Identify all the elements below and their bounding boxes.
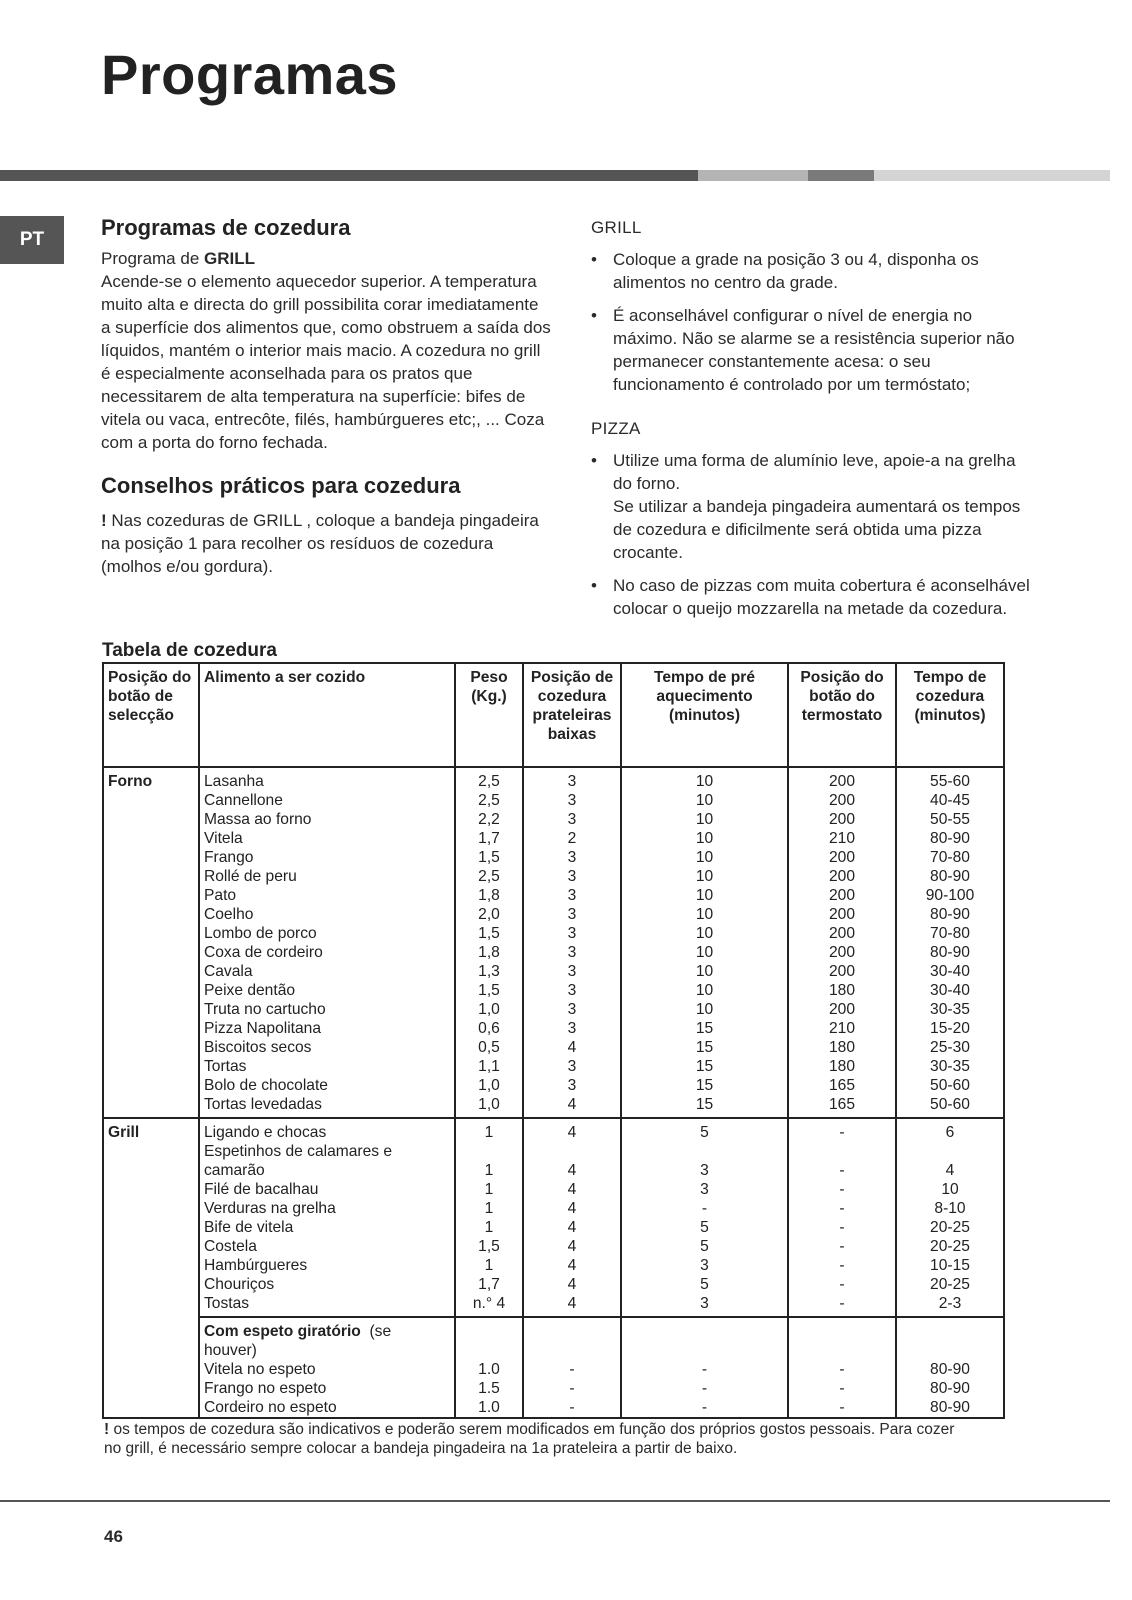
table-cell-time: 80-90: [930, 1361, 970, 1378]
table-cell-preheat: 5: [700, 1124, 709, 1141]
table-cell-shelf: 3: [567, 963, 577, 980]
table-cell-time: 20-25: [930, 1238, 970, 1255]
table-cell-weight: 2,2: [478, 811, 500, 828]
grill-program-bold: GRILL: [204, 249, 255, 268]
table-cell-shelf: 3: [567, 868, 577, 885]
table-cell-preheat: 10: [695, 811, 714, 828]
table-cell-time: 40-45: [930, 792, 970, 809]
table-cell-shelf: 4: [567, 1295, 577, 1312]
table-cell-preheat: 10: [695, 963, 714, 980]
header-bar-light: [874, 170, 1110, 181]
table-cell-thermo: 200: [828, 792, 856, 809]
practical-tip: [101, 509, 551, 578]
table-cell-time: 80-90: [930, 1399, 970, 1416]
table-cell-food: Costela: [204, 1238, 257, 1255]
table-cell-shelf: 3: [567, 944, 577, 961]
grill-bullet-2: [591, 304, 1036, 396]
grill-section-label: GRILL: [591, 218, 642, 237]
table-cell-time: [901, 1341, 999, 1360]
table-cell-preheat: 15: [695, 1058, 714, 1075]
table-cell-shelf: 3: [567, 1020, 577, 1037]
table-cell-weight: 1,8: [478, 887, 500, 904]
table-cell-shelf: 3: [567, 982, 577, 999]
table-cell-preheat: 15: [695, 1077, 714, 1094]
table-cell-food: Bife de vitela: [204, 1219, 294, 1236]
table-cell-weight: 1,0: [478, 1077, 500, 1094]
table-cell-time: 80-90: [930, 830, 970, 847]
table-cell-shelf: 2: [567, 830, 577, 847]
table-cell-preheat: 15: [695, 1096, 714, 1113]
table-cell-food: Bolo de chocolate: [204, 1077, 328, 1094]
forno-preheat-list: [621, 767, 788, 1118]
table-cell-preheat: 15: [695, 1039, 714, 1056]
table-cell-time: 90-100: [925, 887, 975, 904]
table-cell-food: Rollé de peru: [204, 868, 297, 885]
table-cell-weight: 1,5: [478, 849, 500, 866]
left-column: [101, 216, 551, 578]
page-title: Programas: [101, 43, 399, 106]
header-bar-mid: [698, 170, 808, 181]
table-cell-thermo: 200: [828, 906, 856, 923]
pizza-bullet-1b-text: Se utilizar a bandeja pingadeira aumentará os tempos de cozedura e dificilmente será obtida uma pizza crocante.: [613, 497, 1021, 562]
table-cell-thermo: -: [839, 1238, 845, 1255]
table-cell-thermo: 180: [828, 982, 856, 999]
table-cell-time: 50-55: [930, 811, 970, 828]
table-cell-preheat: 15: [695, 1020, 714, 1037]
table-cell-food: Filé de bacalhau: [204, 1181, 319, 1198]
table-cell-food: Truta no cartucho: [204, 1001, 326, 1018]
table-cell-weight: 2,5: [478, 868, 500, 885]
forno-food-list: [199, 767, 455, 1118]
grill-weight-list: [455, 1118, 523, 1317]
table-cell-weight: 1,0: [478, 1096, 500, 1113]
table-cell-preheat: 10: [695, 849, 714, 866]
table-cell-weight: 1.0: [478, 1361, 500, 1378]
table-cell-shelf: 4: [567, 1238, 577, 1255]
table-cell-preheat: 10: [695, 887, 714, 904]
table-cell-time: [901, 1142, 999, 1161]
pizza-bullet-2: [591, 574, 1036, 620]
table-cell-time: 10-15: [930, 1257, 970, 1274]
table-row-spit: [103, 1317, 1004, 1418]
header-food: Alimento a ser cozido: [199, 663, 455, 767]
spit-subheading-bold: Com espeto giratório: [204, 1323, 361, 1340]
table-cell-food: Tortas levedadas: [204, 1096, 322, 1113]
table-cell-shelf: 3: [567, 925, 577, 942]
table-cell-food: Tostas: [204, 1295, 250, 1312]
header-bar-dark-2: [808, 170, 874, 181]
forno-thermo-list: [788, 767, 896, 1118]
header-thermostat: Posição do botão do termostato: [788, 663, 896, 767]
table-cell-thermo: -: [839, 1200, 845, 1217]
right-column: [591, 216, 1036, 620]
table-cell-thermo: [793, 1341, 891, 1360]
table-cell-weight: 1: [484, 1181, 494, 1198]
pizza-section-label: PIZZA: [591, 419, 641, 438]
table-row-forno: [103, 767, 1004, 1118]
table-cell-time: 80-90: [930, 868, 970, 885]
table-cell-shelf: [528, 1341, 616, 1360]
table-cell-weight: 2,5: [478, 773, 500, 790]
table-cell-preheat: 10: [695, 1001, 714, 1018]
table-cell-thermo: 180: [828, 1039, 856, 1056]
spit-subheading-rest: (se: [360, 1323, 392, 1340]
bullet-marker: •: [591, 250, 597, 269]
table-cell-food: Tortas: [204, 1058, 247, 1075]
spit-shelf-list: [523, 1317, 621, 1418]
table-cell-shelf: 4: [567, 1162, 577, 1179]
footnote-text: os tempos de cozedura são indicativos e poderão serem modificados em função dos próprios gostos pessoais. Para cozer no grill, é necessário sempre colocar a bandeja pingadeira na 1a prateleira a partir de baixo.: [104, 1421, 955, 1457]
spit-preheat-list: [621, 1317, 788, 1418]
table-cell-shelf: 4: [567, 1124, 577, 1141]
table-cell-weight: 1: [484, 1124, 494, 1141]
cooking-table: [102, 662, 1005, 1419]
table-cell-time: 4: [945, 1162, 955, 1179]
footer-rule: [0, 1500, 1110, 1502]
table-cell-preheat: [626, 1341, 783, 1360]
table-cell-weight: 1: [484, 1257, 494, 1274]
table-cell-food: Ligando e chocas: [204, 1124, 327, 1141]
table-cell-weight: [460, 1142, 518, 1161]
table-cell-shelf: 3: [567, 906, 577, 923]
table-cell-shelf: -: [569, 1399, 575, 1416]
practical-tips-heading: Conselhos práticos para cozedura: [101, 473, 461, 498]
table-cell-food: Lombo de porco: [204, 925, 317, 942]
table-cell-weight: 1.5: [478, 1380, 500, 1397]
table-cell-preheat: 5: [700, 1238, 709, 1255]
footnote-mark: !: [104, 1421, 110, 1438]
grill-food-list: [199, 1118, 455, 1317]
table-cell-thermo: 200: [828, 773, 856, 790]
table-cell-time: 80-90: [930, 944, 970, 961]
pizza-bullet-2-text: No caso de pizzas com muita cobertura é aconselhável colocar o queijo mozzarella na metade da cozedura.: [613, 576, 1030, 618]
table-cell-thermo: 200: [828, 849, 856, 866]
table-cell-weight: 1,5: [478, 1238, 500, 1255]
table-cell-shelf: 3: [567, 849, 577, 866]
table-cell-thermo: 165: [828, 1077, 856, 1094]
table-cell-preheat: -: [701, 1380, 708, 1397]
table-cell-thermo: 210: [828, 830, 856, 847]
table-cell-preheat: 10: [695, 982, 714, 999]
table-cell-shelf: 4: [567, 1181, 577, 1198]
table-cell-time: 70-80: [930, 925, 970, 942]
table-cell-weight: 1,3: [478, 963, 500, 980]
table-cell-preheat: 10: [695, 906, 714, 923]
table-cell-preheat: 10: [695, 830, 714, 847]
table-cell-time: 30-35: [930, 1001, 970, 1018]
table-footnote: [104, 1420, 964, 1458]
table-cell-shelf: 4: [567, 1219, 577, 1236]
table-cell-preheat: [626, 1142, 783, 1161]
table-cell-food: Chouriços: [204, 1276, 275, 1293]
table-cell-shelf: 3: [567, 1001, 577, 1018]
forno-time-list: [896, 767, 1004, 1118]
table-cell-weight: 1: [484, 1200, 494, 1217]
table-cell-thermo: 200: [828, 944, 856, 961]
table-cell-thermo: 180: [828, 1058, 856, 1075]
table-cell-weight: 2,5: [478, 792, 500, 809]
table-cell-thermo: -: [839, 1219, 845, 1236]
table-cell-food: Vitela: [204, 830, 243, 847]
table-cell-shelf: 4: [567, 1096, 577, 1113]
table-cell-time: 25-30: [930, 1039, 970, 1056]
table-cell-weight: 1,5: [478, 982, 500, 999]
grill-shelf-list: [523, 1118, 621, 1317]
table-cell-food: Frango: [204, 849, 254, 866]
table-cell-thermo: -: [839, 1124, 845, 1141]
table-cell-time: 20-25: [930, 1276, 970, 1293]
table-cell-time: 70-80: [930, 849, 970, 866]
group-label-grill: Grill: [103, 1118, 199, 1317]
table-cell-preheat: 3: [700, 1295, 709, 1312]
group-label-spit: [103, 1317, 199, 1418]
table-cell-thermo: 200: [828, 811, 856, 828]
table-cell-preheat: 3: [700, 1257, 709, 1274]
table-cell-weight: n.° 4: [472, 1295, 506, 1312]
table-cell-food: Pizza Napolitana: [204, 1020, 322, 1037]
table-cell-weight: 1.0: [478, 1399, 500, 1416]
table-cell-shelf: 4: [567, 1276, 577, 1293]
table-cell-food: Cordeiro no espeto: [204, 1399, 337, 1416]
table-cell-time: 50-60: [930, 1077, 970, 1094]
table-cell-weight: 1,1: [478, 1058, 500, 1075]
table-cell-weight: 0,6: [478, 1020, 500, 1037]
practical-tip-text: Nas cozeduras de GRILL , coloque a bandeja pingadeira na posição 1 para recolher os resíduos de cozedura (molhos e/ou gordura).: [101, 511, 539, 576]
table-cell-shelf: [528, 1142, 616, 1161]
header-cook-time: Tempo de cozedura (minutos): [896, 663, 1004, 767]
table-cell-preheat: 10: [695, 868, 714, 885]
table-header-row: [103, 663, 1004, 767]
spit-food-list: [199, 1317, 455, 1418]
table-cell-thermo: -: [839, 1295, 845, 1312]
spit-subheading: [204, 1322, 450, 1341]
table-cell-weight: 0,5: [478, 1039, 500, 1056]
header-weight: Peso (Kg.): [455, 663, 523, 767]
table-cell-thermo: [793, 1142, 891, 1161]
forno-weight-list: [455, 767, 523, 1118]
language-tab: PT: [0, 216, 64, 264]
table-cell-food: Peixe dentão: [204, 982, 296, 999]
table-cell-food: Verduras na grelha: [204, 1200, 336, 1217]
table-cell-weight: 2,0: [478, 906, 500, 923]
table-cell-weight: 1,0: [478, 1001, 500, 1018]
table-cell-food: Massa ao forno: [204, 811, 312, 828]
table-cell-food: Biscoitos secos: [204, 1039, 312, 1056]
table-cell-preheat: 3: [700, 1162, 709, 1179]
table-cell-time: 15-20: [930, 1020, 970, 1037]
header-preheat: Tempo de pré aquecimento (minutos): [621, 663, 788, 767]
table-cell-weight: 1: [484, 1219, 494, 1236]
table-cell-preheat: 10: [695, 944, 714, 961]
grill-program-prefix: Programa de: [101, 249, 204, 268]
table-cell-time: 6: [945, 1124, 955, 1141]
table-cell-time: 20-25: [930, 1219, 970, 1236]
table-cell-preheat: -: [701, 1361, 708, 1378]
table-cell-shelf: 4: [567, 1039, 577, 1056]
table-cell-weight: [460, 1341, 518, 1360]
table-cell-weight: 1,8: [478, 944, 500, 961]
table-cell-thermo: -: [839, 1162, 845, 1179]
table-cell-food: Coxa de cordeiro: [204, 944, 323, 961]
table-cell-time: 55-60: [930, 773, 970, 790]
table-cell-shelf: 4: [567, 1200, 577, 1217]
table-cell-shelf: 3: [567, 887, 577, 904]
table-cell-shelf: 3: [567, 792, 577, 809]
grill-bullet-2-text: É aconselhável configurar o nível de energia no máximo. Não se alarme se a resistência superior não permanecer constantemente acesa: o seu funcionamento é controlado por um termóstato;: [613, 306, 1015, 394]
table-cell-weight: 1,7: [478, 830, 500, 847]
table-cell-food: Espetinhos de calamares e: [204, 1143, 393, 1160]
grill-program-paragraph: Acende-se o elemento aquecedor superior. A temperatura muito alta e directa do grill possibilita corar imediatamente a superfície dos alimentos que, como obstruem a saída dos líquidos, mantém o interior mais macio. A cozedura no grill é especialmente aconselhada para os pratos que necessitarem de alta temperatura na superfície: bifes de vitela ou vaca, entrecôte, filés, hambúrgueres etc;, ... Coza com a porta do forno fechada.: [101, 272, 551, 452]
grill-preheat-list: [621, 1118, 788, 1317]
table-cell-preheat: 10: [695, 773, 714, 790]
table-cell-weight: 1: [484, 1162, 494, 1179]
header-selector-position: Posição do botão de selecção: [103, 663, 199, 767]
table-cell-shelf: 4: [567, 1257, 577, 1274]
table-cell-thermo: 165: [828, 1096, 856, 1113]
table-cell-time: 80-90: [930, 906, 970, 923]
table-cell-thermo: -: [839, 1257, 845, 1274]
table-cell-thermo: -: [839, 1380, 845, 1397]
bullet-marker: •: [591, 306, 597, 325]
table-cell-preheat: -: [701, 1399, 708, 1416]
table-cell-thermo: 200: [828, 887, 856, 904]
table-cell-food: Cannellone: [204, 792, 283, 809]
forno-shelf-list: [523, 767, 621, 1118]
table-cell-preheat: -: [701, 1200, 708, 1217]
table-row-grill: [103, 1118, 1004, 1317]
table-cell-shelf: 3: [567, 1058, 577, 1075]
page-number: 46: [104, 1527, 123, 1546]
table-cell-weight: 1,5: [478, 925, 500, 942]
cooking-table-title: Tabela de cozedura: [102, 640, 277, 661]
table-cell-food: Cavala: [204, 963, 253, 980]
table-cell-time: 30-40: [930, 963, 970, 980]
table-cell-thermo: 200: [828, 1001, 856, 1018]
table-cell-shelf: 3: [567, 773, 577, 790]
grill-bullet-1: [591, 248, 1036, 294]
table-cell-time: 30-40: [930, 982, 970, 999]
table-cell-thermo: -: [839, 1276, 845, 1293]
table-cell-food: Vitela no espeto: [204, 1361, 316, 1378]
cooking-programs-heading: Programas de cozedura: [101, 215, 351, 240]
table-cell-preheat: 10: [695, 792, 714, 809]
pizza-bullet-1-text: Utilize uma forma de alumínio leve, apoie-a na grelha do forno.: [613, 451, 1016, 493]
group-label-forno: Forno: [108, 773, 153, 790]
spit-time-list: [896, 1317, 1004, 1418]
table-cell-food: Frango no espeto: [204, 1380, 327, 1397]
table-cell-preheat: 5: [700, 1276, 709, 1293]
table-cell-food: camarão: [204, 1162, 265, 1179]
table-cell-thermo: 200: [828, 925, 856, 942]
header-bar-dark: [0, 170, 698, 181]
pizza-bullet-1: [591, 449, 1036, 564]
table-cell-food: Lasanha: [204, 773, 264, 790]
table-cell-thermo: -: [839, 1181, 845, 1198]
table-cell-time: 80-90: [930, 1380, 970, 1397]
table-cell-food: Hambúrgueres: [204, 1257, 308, 1274]
table-cell-thermo: -: [839, 1361, 845, 1378]
table-cell-thermo: 200: [828, 963, 856, 980]
table-cell-time: 30-35: [930, 1058, 970, 1075]
grill-thermo-list: [788, 1118, 896, 1317]
grill-time-list: [896, 1118, 1004, 1317]
table-cell-preheat: 3: [700, 1181, 709, 1198]
grill-bullet-1-text: Coloque a grade na posição 3 ou 4, disponha os alimentos no centro da grade.: [613, 250, 979, 292]
bullet-marker: •: [591, 576, 597, 595]
warning-mark: !: [101, 511, 107, 530]
table-cell-shelf: -: [569, 1380, 575, 1397]
table-cell-food: Coelho: [204, 906, 254, 923]
table-cell-shelf: 3: [567, 811, 577, 828]
table-cell-thermo: 200: [828, 868, 856, 885]
grill-program-line: [101, 247, 551, 270]
table-cell-thermo: 210: [828, 1020, 856, 1037]
table-cell-weight: 1,7: [478, 1276, 500, 1293]
table-cell-time: 2-3: [938, 1295, 962, 1312]
table-cell-shelf: -: [569, 1361, 575, 1378]
bullet-marker: •: [591, 451, 597, 470]
table-cell-shelf: 3: [567, 1077, 577, 1094]
spit-weight-list: [455, 1317, 523, 1418]
table-cell-preheat: 5: [700, 1219, 709, 1236]
table-cell-time: 10: [941, 1181, 959, 1198]
spit-thermo-list: [788, 1317, 896, 1418]
table-cell-food: Pato: [204, 887, 237, 904]
table-cell-time: 50-60: [930, 1096, 970, 1113]
table-cell-time: 8-10: [934, 1200, 966, 1217]
table-cell-food: houver): [204, 1342, 257, 1359]
table-cell-preheat: 10: [695, 925, 714, 942]
header-shelf: Posição de cozedura prateleiras baixas: [523, 663, 621, 767]
table-cell-thermo: -: [839, 1399, 845, 1416]
